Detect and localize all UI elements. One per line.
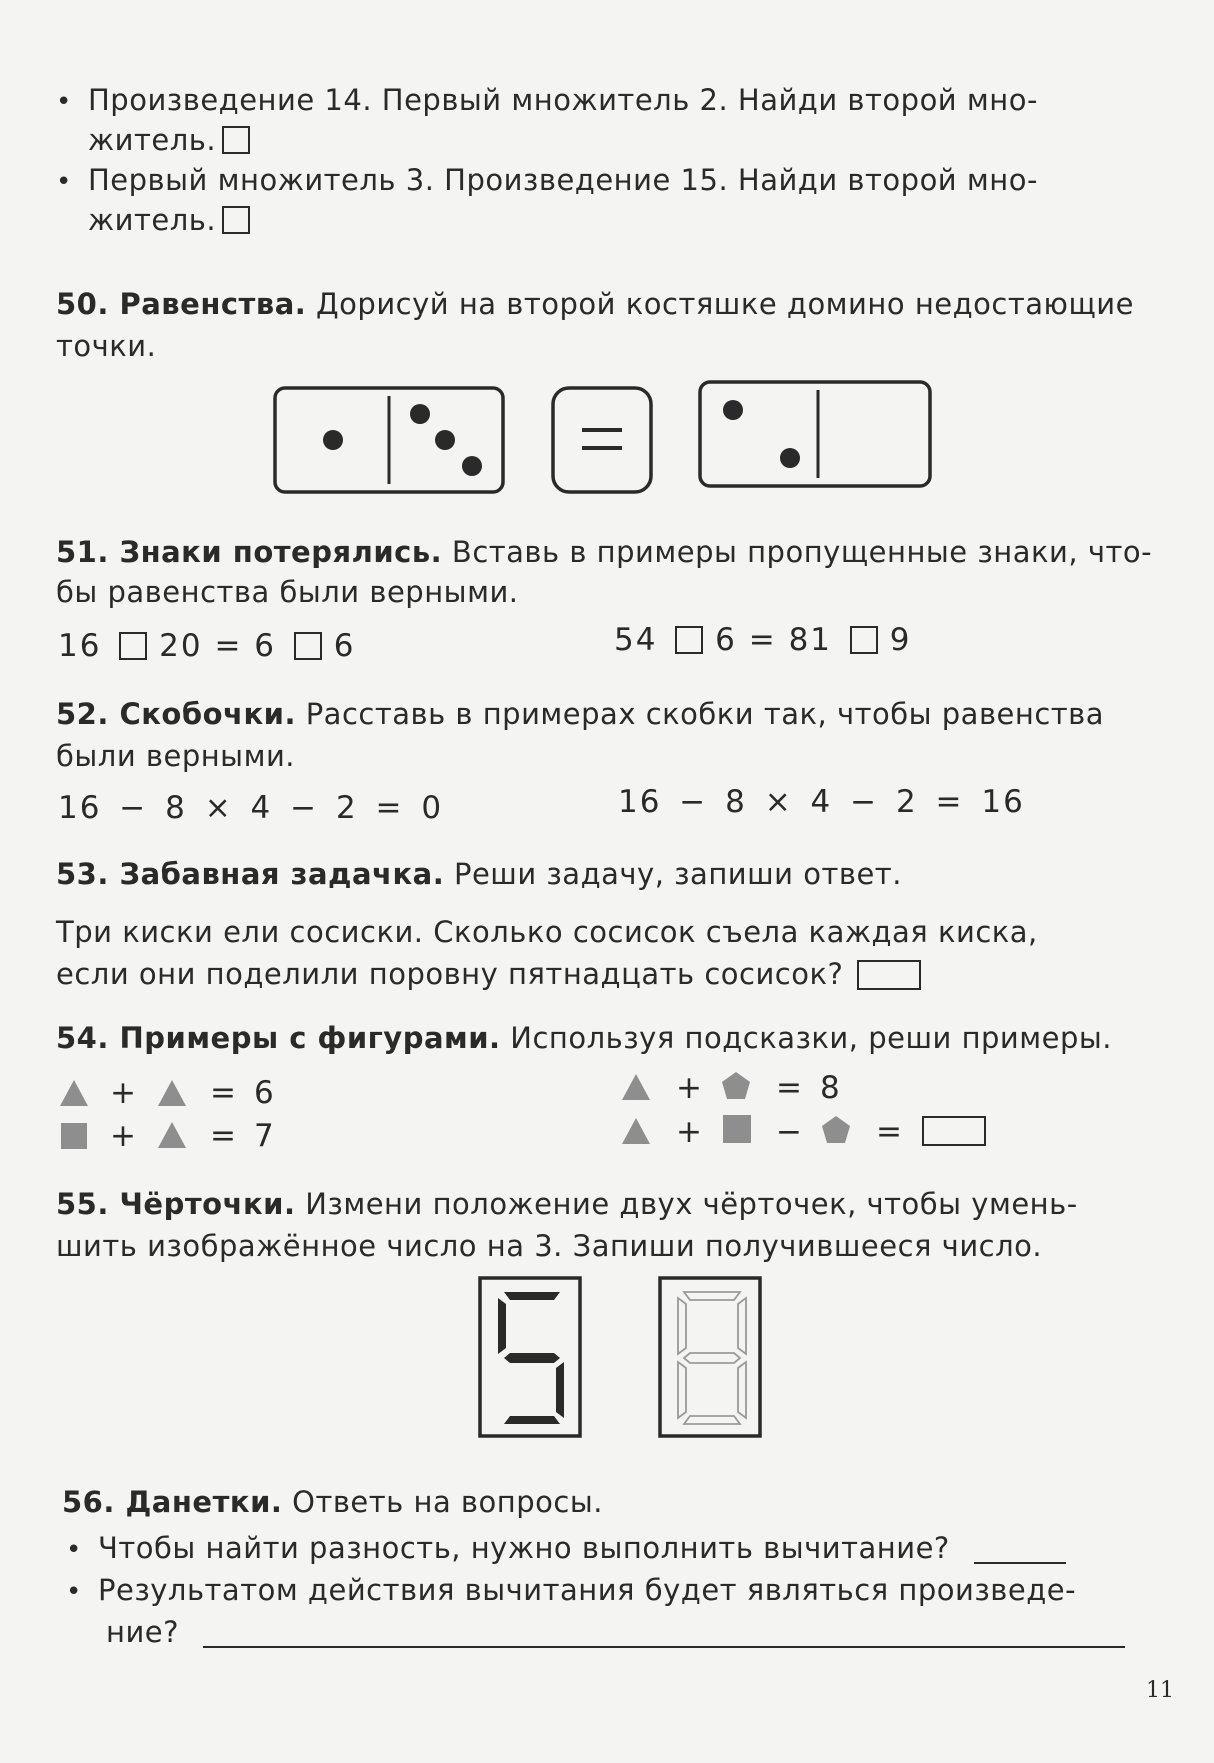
operand: 54 — [614, 622, 658, 658]
bullet-text: Первый множитель 3. Произведение 15. Найди второй мно- — [88, 163, 1038, 197]
page-number: 11 — [1146, 1678, 1174, 1703]
triangle-icon — [156, 1078, 188, 1108]
answer-box[interactable] — [922, 1116, 986, 1146]
answer-box[interactable] — [222, 126, 250, 154]
task-text: точки. — [56, 329, 157, 363]
task-text: шить изображённое число на 3. Запиши получившееся число. — [56, 1229, 1043, 1263]
domino-right[interactable] — [700, 382, 930, 486]
task-text: если они поделили поровну пятнадцать сосисок? — [56, 957, 844, 991]
seven-segment-display — [476, 1274, 766, 1440]
plus-sign: + — [110, 1118, 136, 1154]
plus-sign: + — [676, 1114, 702, 1150]
answer-box[interactable] — [222, 206, 250, 234]
question-text: Чтобы найти разность, нужно выполнить вычитание? — [98, 1531, 950, 1565]
triangle-icon — [620, 1072, 652, 1102]
task-text: Реши задачу, запиши ответ. — [453, 857, 902, 891]
result-value: 7 — [254, 1118, 274, 1154]
sign-box[interactable] — [850, 626, 878, 654]
triangle-icon — [58, 1078, 90, 1108]
task-51-example-2 — [614, 620, 911, 660]
task-number: 56. Данетки. — [62, 1485, 283, 1519]
task-text: Вставь в примеры пропущенные знаки, что- — [451, 535, 1153, 569]
bullet-line-2b — [88, 200, 250, 240]
task-55-line2 — [56, 1226, 1042, 1266]
display-digit-five — [480, 1278, 580, 1436]
bullet-line-1 — [56, 80, 1160, 122]
task-56-heading — [62, 1482, 603, 1522]
pentagon-icon — [720, 1070, 752, 1102]
bullet-marker: • — [66, 1577, 82, 1607]
square-icon — [60, 1122, 88, 1150]
task-53-heading — [56, 854, 902, 894]
task-50-line2 — [56, 326, 156, 366]
task-55-heading — [56, 1184, 1162, 1224]
sign-box[interactable] — [675, 626, 703, 654]
answer-line[interactable] — [974, 1532, 1066, 1564]
task-52-example-2: 16 − 8 × 4 − 2 = 16 — [618, 784, 1025, 820]
task-number: 55. Чёрточки. — [56, 1187, 296, 1221]
operand: 20 = 6 — [159, 628, 277, 664]
equals-sign: = — [210, 1118, 236, 1154]
task-text: бы равенства были верными. — [56, 575, 519, 609]
task-52-line2 — [56, 736, 295, 776]
pentagon-icon — [820, 1114, 852, 1146]
task-number: 50. Равенства. — [56, 287, 307, 321]
bullet-line-1b — [88, 120, 250, 160]
display-blank-eight[interactable] — [660, 1278, 760, 1436]
task-54-heading — [56, 1018, 1112, 1058]
sign-box[interactable] — [294, 632, 322, 660]
task-51-heading — [56, 532, 1152, 572]
task-51-line2 — [56, 572, 519, 612]
task-text: Ответь на вопросы. — [292, 1485, 603, 1519]
task-text: были верными. — [56, 739, 296, 773]
task-text: Измени положение двух чёрточек, чтобы умень- — [305, 1187, 1078, 1221]
result-value: 6 — [254, 1075, 274, 1111]
task-52-example-1: 16 − 8 × 4 − 2 = 0 — [58, 790, 444, 826]
task-56-q1 — [66, 1528, 1066, 1570]
plus-sign: + — [676, 1070, 702, 1106]
domino-equation — [270, 380, 950, 500]
task-text: Дорисуй на второй костяшке домино недостающие — [316, 287, 1134, 321]
task-number: 51. Знаки потерялись. — [56, 535, 443, 569]
bullet-marker: • — [56, 87, 72, 117]
result-value: 8 — [820, 1070, 840, 1106]
domino-left — [275, 388, 503, 492]
operand: 6 = 81 — [715, 622, 833, 658]
operand: 9 — [889, 622, 912, 658]
operand: 6 — [333, 628, 356, 664]
task-text: Используя подсказки, реши примеры. — [510, 1021, 1113, 1055]
equals-sign: = — [210, 1075, 236, 1111]
bullet-text: Произведение 14. Первый множитель 2. Найди второй мно- — [88, 83, 1038, 117]
task-number: 52. Скобочки. — [56, 697, 296, 731]
operand: 16 — [58, 628, 102, 664]
task-51-example-1 — [58, 626, 355, 666]
task-text: Три киски ели сосиски. Сколько сосисок съела каждая киска, — [56, 915, 1038, 949]
bullet-line-2 — [56, 160, 1038, 202]
plus-sign: + — [110, 1075, 136, 1111]
task-56-q2b — [106, 1612, 1125, 1652]
answer-line[interactable] — [203, 1616, 1125, 1648]
sign-box[interactable] — [119, 632, 147, 660]
triangle-icon — [156, 1120, 188, 1150]
task-number: 53. Забавная задачка. — [56, 857, 445, 891]
equals-sign: = — [876, 1114, 902, 1150]
task-53-line3 — [56, 954, 921, 994]
task-50-heading — [56, 284, 1134, 324]
task-number: 54. Примеры с фигурами. — [56, 1021, 501, 1055]
bullet-text: житель. — [88, 123, 217, 157]
square-icon — [722, 1114, 752, 1144]
minus-sign: − — [776, 1114, 802, 1150]
triangle-icon — [620, 1116, 652, 1146]
equals-tile — [553, 388, 651, 492]
answer-box[interactable] — [857, 960, 921, 990]
question-text: Результатом действия вычитания будет являться произведе- — [98, 1573, 1077, 1607]
task-53-line2 — [56, 912, 1038, 952]
question-text: ние? — [106, 1615, 180, 1649]
bullet-marker: • — [66, 1535, 82, 1565]
task-52-heading — [56, 694, 1104, 734]
bullet-marker: • — [56, 167, 72, 197]
task-56-q2 — [66, 1570, 1076, 1612]
bullet-text: житель. — [88, 203, 217, 237]
equals-sign: = — [776, 1070, 802, 1106]
task-text: Расставь в примерах скобки так, чтобы равенства — [305, 697, 1105, 731]
